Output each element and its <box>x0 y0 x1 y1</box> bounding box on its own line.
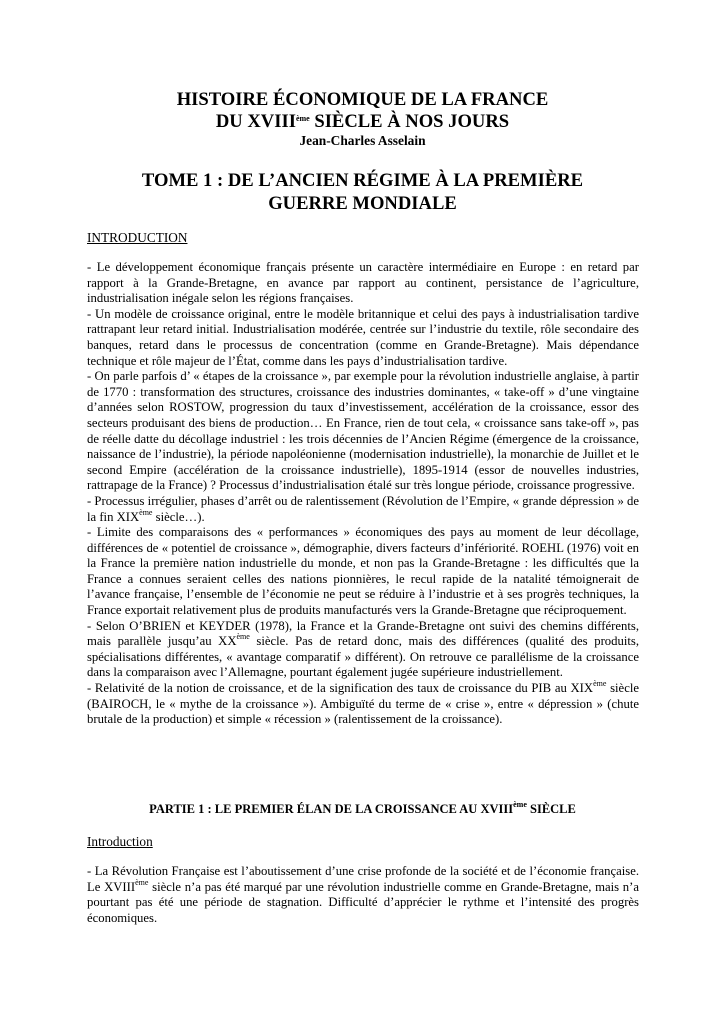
p6-post: siècle. Pas de retard donc, mais des différences (qualité des produits, spécialisations différentes, « avantage comparatif » différent). On retrouve ce parallélisme de la croissance dans la comparaison avec l’Allemagne, pourtant également jugée supérieure industriellement. <box>87 634 639 680</box>
p4-pre: - Processus irrégulier, phases d’arrêt ou de ralentissement (Révolution de l’Empire, « grande dépression » de la fin XIX <box>87 493 639 524</box>
intro-paragraph-4 <box>87 494 639 525</box>
partie1-heading <box>0 801 725 817</box>
p4-post: siècle…). <box>152 509 205 524</box>
tome-title-line2: GUERRE MONDIALE <box>268 193 457 214</box>
partie1-pre: PARTIE 1 : LE PREMIER ÉLAN DE LA CROISSANCE AU XVIII <box>149 802 514 816</box>
intro-paragraph-7 <box>87 681 639 728</box>
author-name: Jean-Charles Asselain <box>299 133 426 148</box>
p7-pre: - Relativité de la notion de croissance, et de la signification des taux de croissance du PIB au XIX <box>87 681 594 696</box>
book-title-line2 <box>0 111 725 132</box>
partie1-introduction-body <box>87 864 639 926</box>
p7-post: siècle (BAIROCH, le « mythe de la croissance »). Ambiguïté du terme de « crise », entre « dépression » (chute brutale de la production) et simple « récession » (ralentissement de la croissance). <box>87 681 639 727</box>
p7-sup: ème <box>593 679 607 689</box>
pp1-post: siècle n’a pas été marqué par une révolution industrielle comme en Grande-Bretagne, mais n’a pourtant pas été une période de stagnation. Difficulté d’apprécier le rythme et l’intensité des progrès économiques. <box>87 879 639 925</box>
p4-sup: ème <box>139 507 153 517</box>
p6-pre: - Selon O’BRIEN et KEYDER (1978), la France et la Grande-Bretagne ont suivi des chemins différents, mais parallèle jusqu’au XX <box>87 618 639 649</box>
tome-title-line1: TOME 1 : DE L’ANCIEN RÉGIME À LA PREMIÈRE <box>141 170 584 191</box>
intro-paragraph-3: - On parle parfois d’ « étapes de la croissance », par exemple pour la révolution industrielle anglaise, à partir de 1770 : transformation des structures, croissance des industries dominantes, « take-off » d’une vingtaine d’années selon ROSTOW, progression du taux d’investissement, accélération de la croissance, essor des secteurs produisant des biens de production… En France, rien de tout cela, « croissance sans take-off », pas de réelle datte du décollage industriel : les trois décennies de l’Ancien Régime (émergence de la croissance, naissance de l’industrie), la période napoléonienne (modernisation industrielle), la monarchie de Juillet et le second Empire (accélération de la croissance industrielle), 1895-1914 (essor de nouvelles industries, rattrapage de la France) ? Processus d’industrialisation étalé sur très longue période, croissance progressive. <box>87 369 639 493</box>
intro-paragraph-6 <box>87 619 639 681</box>
book-title-line1: HISTOIRE ÉCONOMIQUE DE LA FRANCE <box>176 89 549 110</box>
intro-paragraph-1: - Le développement économique français présente un caractère intermédiaire en Europe : en retard par rapport à la Grande-Bretagne, en avance par rapport au continent, persistance de l’agriculture, industrialisation inégale selon les régions françaises. <box>87 260 639 306</box>
title-line2-sup: ème <box>295 114 310 123</box>
p6-sup: ème <box>236 632 250 642</box>
introduction-heading: INTRODUCTION <box>87 230 188 245</box>
pp1-pre: - La Révolution Française est l’aboutissement d’une crise profonde de la société et de l’économie française. Le XVIII <box>87 864 639 894</box>
partie1-post: SIÈCLE <box>526 802 576 816</box>
pp1-sup: ème <box>135 877 149 887</box>
intro-paragraph-2: - Un modèle de croissance original, entre le modèle britannique et celui des pays à industrialisation tardive rattrapant leur retard initial. Industrialisation modérée, centrée sur l’industrie du textile, rôle secondaire des banques, retard dans le processus de concentration (comme en Grande-Bretagne). Mais dépendance technique et rôle majeur de l’État, comme dans les pays d’industrialisation tardive. <box>87 306 639 368</box>
partie1-paragraph-1 <box>87 864 639 926</box>
introduction-body <box>87 260 639 728</box>
title-line2-post: SIÈCLE À NOS JOURS <box>309 111 510 132</box>
partie1-introduction-heading: Introduction <box>87 834 153 849</box>
title-line2-pre: DU XVIII <box>215 111 296 132</box>
partie1-sup: ème <box>513 800 527 809</box>
intro-paragraph-5: - Limite des comparaisons des « performances » économiques des pays au moment de leur décollage, différences de « potentiel de croissance », démographie, divers facteurs d’infériorité. ROEHL (1976) voit en la France la première nation industrielle du monde, et non pas la Grande-Bretagne : les difficultés que la France a connues seraient celles des nations pionnières, le recul rapide de la natalité témoignerait de l’avance française, l’ensemble de l’économie ne peut se réduire à l’industrie et à ses progrès techniques, la France exportait relativement plus de produits manufacturés vers la Grande-Bretagne que réciproquement. <box>87 525 639 618</box>
